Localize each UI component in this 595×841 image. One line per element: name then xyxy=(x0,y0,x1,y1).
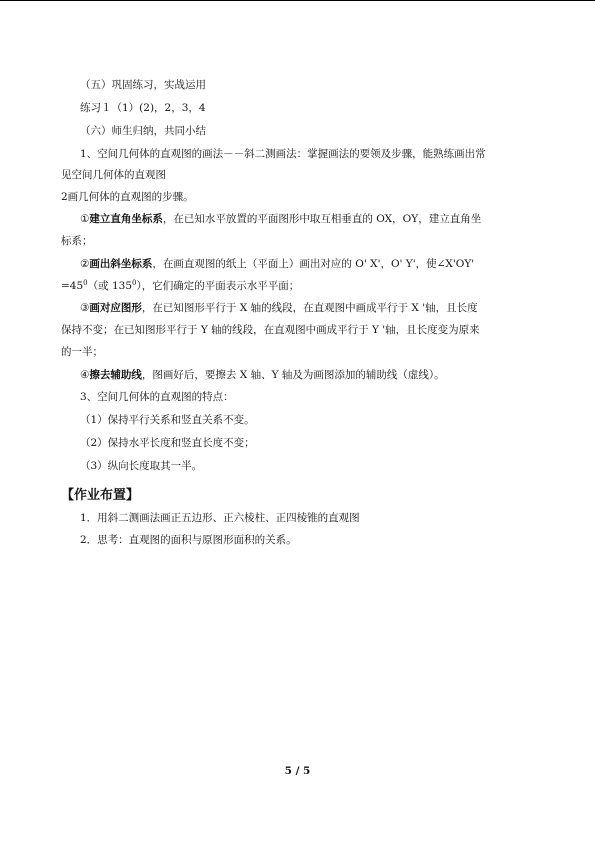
step3-cont1: 保持不变；在已知图形平行于 Y 轴的线段，在直观图中画成平行于 Y '轴，且长度变为原来 xyxy=(61,324,480,336)
step1-cont: 标系； xyxy=(61,235,93,247)
section5-title: （五）巩固练习，实战运用 xyxy=(80,79,206,91)
feature-item: （3）纵向长度取其一半。 xyxy=(80,460,203,472)
step3-bold: 画对应图形 xyxy=(89,302,142,314)
step2-bold: 画出斜坐标系 xyxy=(89,258,153,270)
step2-degree-a: 0 xyxy=(83,279,88,287)
feature-item: （1）保持平行关系和竖直关系不变。 xyxy=(80,414,255,426)
step4-marker: ④ xyxy=(80,369,90,381)
step1-line xyxy=(80,212,481,226)
point3-title: 3、空间几何体的直观图的特点： xyxy=(80,391,234,403)
step1-marker: ① xyxy=(80,213,90,225)
homework-item: 2．思考：直观图的面积与原图形面积的关系。 xyxy=(80,534,297,546)
header-rule xyxy=(0,0,595,1)
step2-line xyxy=(80,257,474,271)
step3-rest: ，在已知图形平行于 X 轴的线段，在直观图中画成平行于 X '轴，且长度 xyxy=(141,302,478,314)
step2-cont-rest: ），它们确定的平面表示水平平面； xyxy=(136,280,300,292)
step3-line xyxy=(80,301,478,315)
point1-line1: 1、空间几何体的直观图的画法－－斜二测画法：掌握画法的要领及步骤，能熟练画出常 xyxy=(80,148,486,160)
step1-rest: ，在已知水平放置的平面图形中取互相垂直的 OX，OY，建立直角坐 xyxy=(162,213,482,225)
homework-item: 1．用斜二测画法画正五边形、正六棱柱、正四棱锥的直观图 xyxy=(80,512,360,524)
section6-title: （六）师生归纳，共同小结 xyxy=(80,125,206,137)
step1-bold: 建立直角坐标系 xyxy=(89,213,163,225)
step3-cont2: 的一半； xyxy=(61,346,103,358)
step2-cont xyxy=(61,279,299,293)
step2-rest: ，在画直观图的纸上（平面上）画出对应的 O' X'，O' Y'，使∠X'OY' xyxy=(152,258,475,270)
homework-heading: 【作业布置】 xyxy=(61,488,140,503)
step4-line xyxy=(80,368,445,382)
feature-item: （2）保持水平长度和竖直长度不变； xyxy=(80,437,255,449)
step2-marker: ② xyxy=(80,258,90,270)
step3-marker: ③ xyxy=(80,302,90,314)
exercise-line: 练习１（1）(2)，2，3，4 xyxy=(80,102,206,114)
point2-title: 2画几何体的直观图的步骤。 xyxy=(61,191,194,203)
point1-line2: 见空间几何体的直观图 xyxy=(61,169,166,181)
step2-alt-angle: （或 135 xyxy=(87,280,133,292)
page-number: 5 / 5 xyxy=(284,765,311,777)
step4-bold: 擦去辅助线 xyxy=(89,369,142,381)
step2-angle: =45 xyxy=(61,280,84,292)
step4-rest: ，图画好后，要擦去 X 轴、Y 轴及为画图添加的辅助线（虚线）。 xyxy=(141,369,445,381)
step2-degree-b: 0 xyxy=(132,279,137,287)
